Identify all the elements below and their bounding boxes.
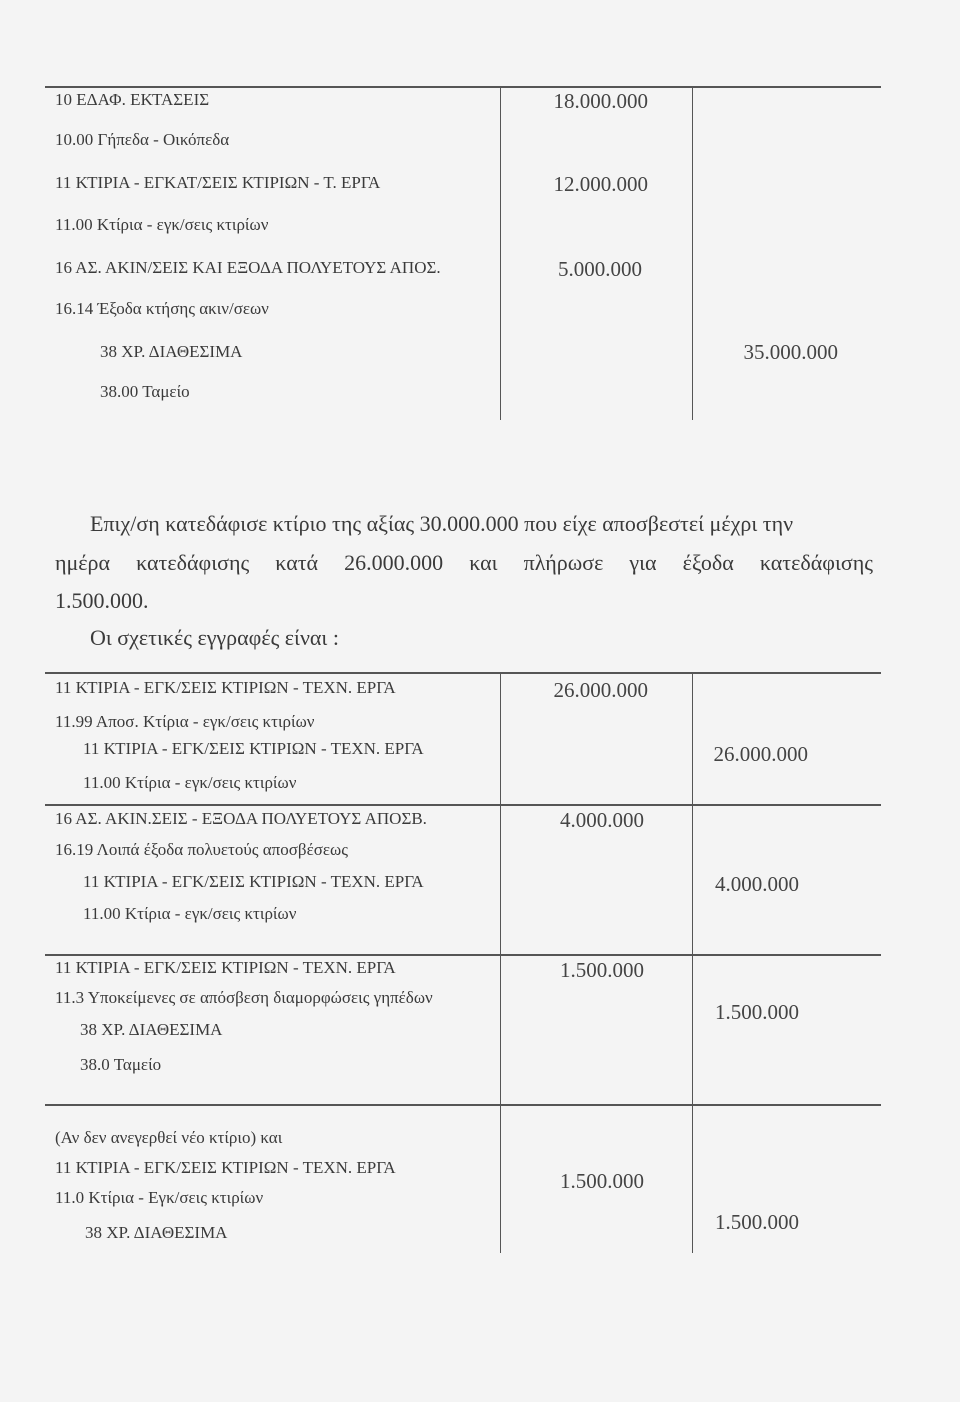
debit-amount: 18.000.000 — [553, 89, 648, 113]
word: 26.000.000 — [344, 550, 444, 575]
account-line: 38.0 Ταμείο — [80, 1055, 162, 1074]
account-line: 38.00 Ταμείο — [100, 382, 190, 401]
account-line: 16 ΑΣ. ΑΚΙΝ/ΣΕΙΣ ΚΑΙ ΕΞΟΔΑ ΠΟΛΥΕΤΟΥΣ ΑΠΟΣ. — [55, 258, 441, 277]
debit-amount: 1.500.000 — [560, 1169, 644, 1193]
account-line: 38 ΧΡ. ΔΙΑΘΕΣΙΜΑ — [80, 1020, 223, 1039]
credit-column-rule — [692, 87, 693, 420]
word: κατά — [275, 550, 319, 575]
word: για — [629, 550, 657, 575]
entry-rule — [45, 672, 881, 674]
account-line: 11 ΚΤΙΡΙΑ - ΕΓΚ/ΣΕΙΣ ΚΤΙΡΙΩΝ - ΤΕΧΝ. ΕΡΓΑ — [55, 1158, 396, 1177]
word: και — [469, 550, 498, 575]
entry-rule — [45, 1104, 881, 1106]
account-line: 11.00 Κτίρια - εγκ/σεις κτιρίων — [55, 215, 269, 234]
word: ημέρα — [55, 550, 111, 575]
paragraph-line: Επιχ/ση κατεδάφισε κτίριο της αξίας 30.000.000 που είχε αποσβεστεί μέχρι την — [90, 511, 794, 536]
debit-amount: 1.500.000 — [560, 958, 644, 982]
debit-amount: 4.000.000 — [560, 808, 644, 832]
account-line: (Αν δεν ανεγερθεί νέο κτίριο) και — [55, 1128, 283, 1147]
paragraph-line-justified — [55, 550, 873, 576]
account-line: 11.0 Κτίρια - Εγκ/σεις κτιρίων — [55, 1188, 264, 1207]
word: πλήρωσε — [523, 550, 604, 575]
account-line: 11.00 Κτίρια - εγκ/σεις κτιρίων — [83, 773, 297, 792]
paragraph-line: 1.500.000. — [55, 588, 149, 613]
credit-amount: 1.500.000 — [715, 1000, 799, 1024]
account-line: 16 ΑΣ. ΑΚΙΝ.ΣΕΙΣ - ΕΞΟΔΑ ΠΟΛΥΕΤΟΥΣ ΑΠΟΣΒ. — [55, 809, 427, 828]
account-line: 11 ΚΤΙΡΙΑ - ΕΓΚ/ΣΕΙΣ ΚΤΙΡΙΩΝ - ΤΕΧΝ. ΕΡΓΑ — [55, 958, 396, 977]
account-line: 16.19 Λοιπά έξοδα πολυετούς αποσβέσεως — [55, 840, 348, 859]
account-line: 38 ΧΡ. ΔΙΑΘΕΣΙΜΑ — [85, 1223, 228, 1242]
debit-amount: 5.000.000 — [558, 257, 642, 281]
word: κατεδάφισης — [759, 550, 873, 575]
credit-column-rule — [692, 673, 693, 1253]
account-line: 11.00 Κτίρια - εγκ/σεις κτιρίων — [83, 904, 297, 923]
debit-amount: 26.000.000 — [553, 678, 648, 702]
credit-amount: 35.000.000 — [743, 340, 838, 364]
account-line: 11 ΚΤΙΡΙΑ - ΕΓΚΑΤ/ΣΕΙΣ ΚΤΙΡΙΩΝ - Τ. ΕΡΓΑ — [55, 173, 381, 192]
credit-amount: 1.500.000 — [715, 1210, 799, 1234]
account-line: 11.3 Υποκείμενες σε απόσβεση διαμορφώσεις γηπέδων — [55, 988, 433, 1007]
account-line: 38 ΧΡ. ΔΙΑΘΕΣΙΜΑ — [100, 342, 243, 361]
account-line: 16.14 Έξοδα κτήσης ακιν/σεων — [55, 299, 269, 318]
entry-rule — [45, 804, 881, 806]
account-line: 11 ΚΤΙΡΙΑ - ΕΓΚ/ΣΕΙΣ ΚΤΙΡΙΩΝ - ΤΕΧΝ. ΕΡΓΑ — [83, 872, 424, 891]
debit-amount: 12.000.000 — [553, 172, 648, 196]
debit-column-rule — [500, 87, 501, 420]
table-top-rule — [45, 86, 881, 88]
word: έξοδα — [682, 550, 734, 575]
account-line: 11 ΚΤΙΡΙΑ - ΕΓΚ/ΣΕΙΣ ΚΤΙΡΙΩΝ - ΤΕΧΝ. ΕΡΓΑ — [83, 739, 424, 758]
entry-rule — [45, 954, 881, 956]
word: κατεδάφισης — [136, 550, 250, 575]
credit-amount: 4.000.000 — [715, 872, 799, 896]
debit-column-rule — [500, 673, 501, 1253]
account-line: 11.99 Αποσ. Κτίρια - εγκ/σεις κτιρίων — [55, 712, 315, 731]
account-line: 11 ΚΤΙΡΙΑ - ΕΓΚ/ΣΕΙΣ ΚΤΙΡΙΩΝ - ΤΕΧΝ. ΕΡΓΑ — [55, 678, 396, 697]
account-line: 10 ΕΔΑΦ. ΕΚΤΑΣΕΙΣ — [55, 90, 210, 109]
credit-amount: 26.000.000 — [713, 742, 808, 766]
account-line: 10.00 Γήπεδα - Οικόπεδα — [55, 130, 230, 149]
entries-heading: Οι σχετικές εγγραφές είναι : — [90, 625, 339, 650]
